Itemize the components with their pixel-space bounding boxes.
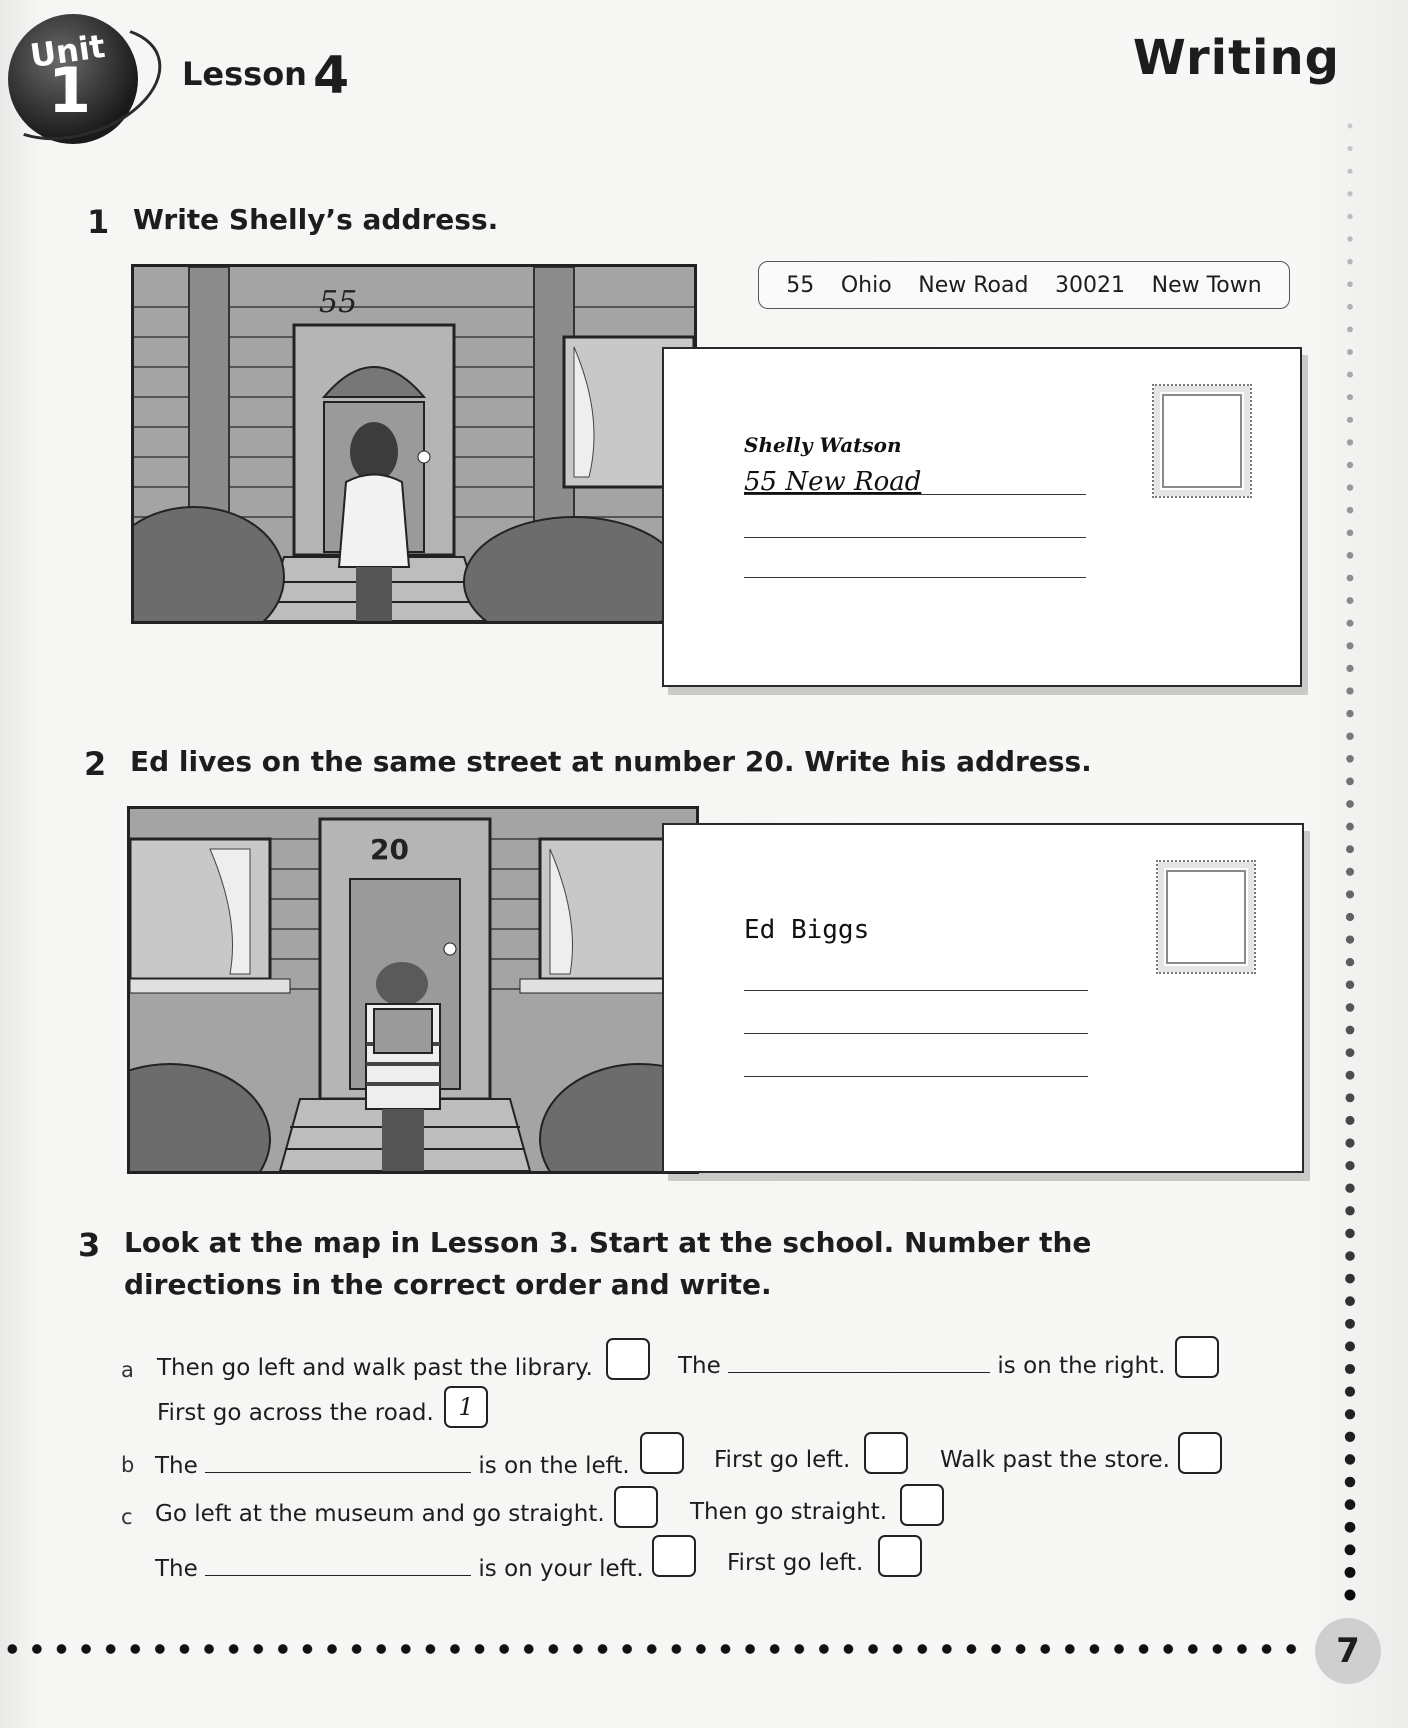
order-box[interactable] <box>606 1338 650 1380</box>
lesson-heading <box>182 38 350 106</box>
exercise-3-text-line-2: directions in the correct order and write. <box>124 1268 772 1301</box>
lesson-number: 4 <box>312 46 350 106</box>
exercise-1-instruction <box>87 203 499 241</box>
stamp-icon <box>1156 860 1256 974</box>
exercise-3-text-line-1: Look at the map in Lesson 3. Start at the school. Number the <box>124 1226 1092 1259</box>
house-55-number: 55 <box>319 285 358 320</box>
address-line <box>744 494 1086 495</box>
dotted-border-bottom <box>0 1642 1310 1656</box>
exercise-3-instruction <box>78 1222 1124 1306</box>
word-box-item: 55 <box>786 272 815 298</box>
section-title: Writing <box>1132 30 1340 86</box>
house-20-number: 20 <box>370 833 409 866</box>
exercise-3-number: 3 <box>78 1226 101 1264</box>
house-20-drawing <box>130 809 696 1171</box>
item-c-sentence-3: The is on your left. <box>155 1553 644 1582</box>
item-c-sentence-4: First go left. <box>727 1550 864 1576</box>
postcard-address-line-1[interactable]: 55 New Road <box>744 467 922 497</box>
stamp-icon <box>1152 384 1252 498</box>
word-box-item: New Town <box>1151 272 1262 298</box>
item-c-sentence-2: Then go straight. <box>690 1499 888 1525</box>
order-box[interactable] <box>614 1486 658 1528</box>
address-line <box>744 1033 1088 1034</box>
item-a-sentence-3: First go across the road. <box>157 1400 434 1426</box>
order-box[interactable] <box>1175 1336 1219 1378</box>
item-a-letter: a <box>121 1358 134 1382</box>
item-a-sentence-2: The is on the right. <box>678 1350 1165 1379</box>
unit-label: Unit <box>27 26 108 76</box>
answer-blank[interactable] <box>205 1450 471 1473</box>
order-box[interactable] <box>652 1535 696 1577</box>
address-line <box>744 990 1088 991</box>
item-b-sentence-1: The is on the left. <box>155 1450 630 1479</box>
house-55-drawing <box>134 267 694 621</box>
item-b-sentence-3: Walk past the store. <box>940 1447 1170 1473</box>
order-box[interactable] <box>1178 1432 1222 1474</box>
house-20-illustration <box>127 806 699 1174</box>
item-b-letter: b <box>121 1453 135 1477</box>
answer-blank[interactable] <box>728 1350 990 1373</box>
lesson-label: Lesson <box>182 55 307 93</box>
unit-number: 1 <box>48 54 92 127</box>
word-box-item: 30021 <box>1055 272 1126 298</box>
item-b-sentence-2: First go left. <box>714 1447 851 1473</box>
order-box[interactable] <box>640 1432 684 1474</box>
exercise-2-instruction <box>84 745 1092 783</box>
item-a-sentence-1: Then go left and walk past the library. <box>157 1355 593 1381</box>
item-c-sentence-1: Go left at the museum and go straight. <box>155 1501 605 1527</box>
order-box[interactable] <box>900 1484 944 1526</box>
exercise-2-text: Ed lives on the same street at number 20. Write his address. <box>130 745 1092 778</box>
postcard-ed <box>662 823 1304 1173</box>
answer-blank[interactable] <box>205 1553 471 1576</box>
exercise-1-text: Write Shelly’s address. <box>133 203 499 236</box>
item-c-letter: c <box>121 1505 133 1529</box>
order-box[interactable] <box>864 1432 908 1474</box>
word-box-item: Ohio <box>840 272 892 298</box>
order-box-answered[interactable]: 1 <box>444 1386 488 1428</box>
address-line <box>744 577 1086 578</box>
house-55-illustration <box>131 264 697 624</box>
word-box-item: New Road <box>918 272 1029 298</box>
exercise-2-number: 2 <box>84 745 107 783</box>
exercise-1-number: 1 <box>87 203 110 241</box>
address-line <box>744 1076 1088 1077</box>
dotted-border-right <box>1343 120 1357 1620</box>
postcard-name: Shelly Watson <box>744 433 902 457</box>
address-word-box <box>758 261 1290 309</box>
postcard-name: Ed Biggs <box>744 915 870 945</box>
order-box[interactable] <box>878 1535 922 1577</box>
page-number: 7 <box>1315 1618 1381 1684</box>
postcard-shelly <box>662 347 1302 687</box>
address-line <box>744 537 1086 538</box>
